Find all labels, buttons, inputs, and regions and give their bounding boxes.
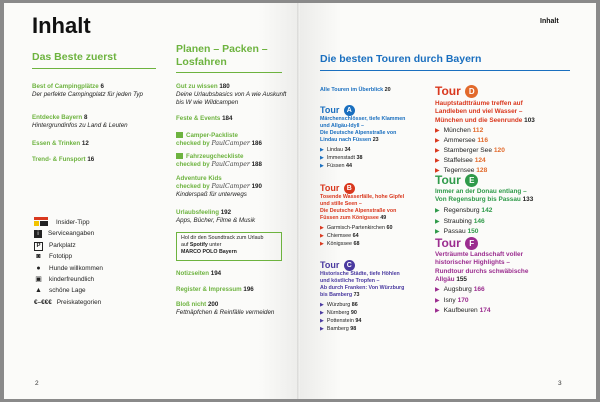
tour-d-badge: D bbox=[465, 85, 478, 98]
list-item[interactable]: ▶ Straubing 146 bbox=[435, 217, 485, 225]
photo-icon: ◙ bbox=[36, 253, 41, 261]
tour-a-label[interactable]: Tour A bbox=[320, 100, 355, 118]
toc-entry-entdecke-bayern[interactable]: Entdecke Bayern 8 Hintergrundinfos zu Land & Leuten bbox=[32, 114, 128, 130]
tour-c-description[interactable]: Historische Städte, tiefe Höhlen und köstliche Tropfen – Ab durch Franken: Von Würzburg bis Bamberg 73 bbox=[320, 271, 405, 298]
tour-b-stops bbox=[320, 224, 392, 248]
tour-e-stops bbox=[435, 206, 492, 238]
list-item[interactable]: ▶ Bamberg 98 bbox=[320, 326, 357, 332]
legend-item: ● Hunde willkommen bbox=[34, 263, 103, 274]
tour-f-label[interactable]: Tour F bbox=[435, 234, 478, 252]
tour-d-label[interactable]: Tour D bbox=[435, 82, 478, 100]
list-item[interactable]: ▶ Passau 150 bbox=[435, 228, 479, 235]
tour-a-badge: A bbox=[344, 105, 355, 116]
tour-c-stops bbox=[320, 301, 361, 333]
toc-entry-feste-events[interactable]: Feste & Events 184 bbox=[176, 115, 233, 122]
toc-entry-essen-trinken[interactable]: Essen & Trinken 12 bbox=[32, 140, 89, 147]
paulcamper-logo: PaulCamper bbox=[211, 140, 250, 148]
list-item[interactable]: ▶ Pottenstein 94 bbox=[320, 318, 362, 324]
section-heading-best: Das Beste zuerst bbox=[32, 51, 117, 63]
tour-f-badge: F bbox=[465, 237, 478, 250]
tour-b-badge: B bbox=[344, 183, 355, 194]
tour-b-description[interactable]: Tosende Wasserfälle, hohe Gipfel und stille Seen – Die Deutsche Alpenstraße von Füssen zum Königssee 49 bbox=[320, 194, 405, 221]
list-item[interactable]: ▶ Nürnberg 90 bbox=[320, 310, 357, 316]
list-item[interactable]: ▶ Tegernsee 128 bbox=[435, 167, 488, 174]
list-item[interactable]: ▶ Lindau 34 bbox=[320, 147, 351, 153]
tour-a-description[interactable]: Märchenschlösser, tiefe Klammen und Allgäu-Idyll – Die Deutsche Alpenstraße von Lindau nach Füssen 23 bbox=[320, 116, 406, 143]
book-spread bbox=[4, 3, 596, 399]
list-item[interactable]: ▶ Immenstadt 38 bbox=[320, 155, 363, 161]
family-icon: ▣ bbox=[35, 276, 42, 284]
tour-b-label[interactable]: Tour B bbox=[320, 178, 355, 196]
service-icon: i bbox=[34, 230, 42, 238]
insider-icon bbox=[34, 217, 48, 226]
euro-icon: €–€€€ bbox=[34, 298, 52, 306]
tour-c-label[interactable]: Tour C bbox=[320, 255, 355, 273]
legend-item: ▣ kinderfreundlich bbox=[34, 274, 103, 285]
parking-icon: P bbox=[34, 242, 43, 251]
camper-icon bbox=[176, 132, 183, 138]
section-heading-touren: Die besten Touren durch Bayern bbox=[320, 53, 482, 65]
list-item[interactable]: ▶ Augsburg 166 bbox=[435, 286, 485, 293]
spotify-box: Hol dir den Soundtrack zum Urlaub auf Spotify unter MARCO POLO Bayern bbox=[176, 232, 282, 261]
left-page bbox=[4, 3, 300, 399]
right-page bbox=[300, 3, 596, 399]
toc-entry-notizseiten[interactable]: Notizseiten 194 bbox=[176, 270, 222, 277]
divider bbox=[176, 72, 282, 73]
tour-d-description[interactable]: Hauptstadtträume treffen auf Landleben und viel Wasser – München und die Seenrunde 103 bbox=[435, 100, 535, 124]
tour-f-description[interactable]: Verträumte Landschaft voller historischer Highlights – Rundtour durchs schwäbische Allgäu 155 bbox=[435, 251, 529, 283]
list-item[interactable]: ▶ Isny 170 bbox=[435, 296, 469, 304]
paulcamper-logo: PaulCamper bbox=[211, 161, 250, 169]
tour-a-stops bbox=[320, 146, 363, 170]
page-title: Inhalt bbox=[32, 13, 91, 38]
toc-entry-fahrzeugcheckliste[interactable]: Fahrzeugcheckliste checked by PaulCamper 188 bbox=[176, 153, 262, 169]
tour-c-badge: C bbox=[344, 260, 355, 271]
toc-entry-trendsport[interactable]: Trend- & Funsport 16 bbox=[32, 156, 95, 163]
legend-item: Insider-Tipp bbox=[34, 217, 103, 228]
list-item[interactable]: ▶ Garmisch-Partenkirchen 60 bbox=[320, 225, 393, 231]
tour-d-stops bbox=[435, 126, 505, 176]
list-item[interactable]: ▶ Starnberger See 120 bbox=[435, 147, 505, 154]
toc-entry-adventure-kids[interactable]: Adventure Kids checked by PaulCamper 190 Kinderspaß für unterwegs bbox=[176, 175, 262, 199]
running-header: Inhalt bbox=[540, 18, 559, 25]
list-item[interactable]: ▶ Regensburg 142 bbox=[435, 207, 493, 214]
list-item[interactable]: ▶ Staffelsee 124 bbox=[435, 157, 486, 164]
toc-entry-bloss-nicht[interactable]: Bloß nicht 200 Fettnäpfchen & Reinfälle vermeiden bbox=[176, 301, 275, 317]
tour-e-badge: E bbox=[465, 174, 478, 187]
section-heading-planen: Planen – Packen – Losfahren bbox=[176, 43, 268, 68]
camper-icon bbox=[176, 153, 183, 159]
legend-item: i Serviceangaben bbox=[34, 228, 103, 239]
list-item[interactable]: ▶ Würzburg 86 bbox=[320, 302, 358, 308]
toc-entry-register[interactable]: Register & Impressum 196 bbox=[176, 286, 254, 293]
legend-item: P Parkplatz bbox=[34, 240, 103, 251]
divider bbox=[320, 70, 570, 71]
paulcamper-logo: PaulCamper bbox=[211, 183, 250, 191]
legend-item: ▲ schöne Lage bbox=[34, 285, 103, 296]
page-number: 3 bbox=[558, 380, 562, 387]
tour-e-label[interactable]: Tour E bbox=[435, 171, 478, 189]
toc-entry-urlaubsfeeling[interactable]: Urlaubsfeeling 192 Apps, Bücher, Filme & Musik bbox=[176, 209, 256, 225]
view-icon: ▲ bbox=[35, 287, 42, 295]
tour-e-description[interactable]: Immer an der Donau entlang – Von Regensburg bis Passau 133 bbox=[435, 188, 534, 204]
legend-item: ◙ Fototipp bbox=[34, 251, 103, 262]
list-item[interactable]: ▶ Füssen 44 bbox=[320, 163, 353, 169]
toc-entry-campingplaetze[interactable]: Best of Campingplätze 6 Der perfekte Campingplatz für jeden Typ bbox=[32, 83, 143, 99]
legend-item: €–€€€ Preiskategorien bbox=[34, 298, 102, 306]
dog-icon: ● bbox=[36, 264, 41, 272]
tour-f-stops bbox=[435, 285, 491, 317]
toc-entry-overview[interactable]: Alle Touren im Überblick 20 bbox=[320, 87, 391, 93]
page-number: 2 bbox=[35, 380, 39, 387]
toc-entry-camper-packliste[interactable]: Camper-Packliste checked by PaulCamper 186 bbox=[176, 132, 262, 148]
toc-entry-gut-zu-wissen[interactable]: Gut zu wissen 180 Deine Urlaubsbasics von A wie Auskunft bis W wie Wildcampen bbox=[176, 83, 287, 107]
list-item[interactable]: ▶ Königssee 68 bbox=[320, 241, 360, 247]
divider bbox=[32, 68, 156, 69]
list-item[interactable]: ▶ Chiemsee 64 bbox=[320, 233, 359, 239]
list-item[interactable]: ▶ Kaufbeuren 174 bbox=[435, 307, 491, 314]
legend bbox=[34, 217, 103, 308]
list-item[interactable]: ▶ Ammersee 116 bbox=[435, 137, 488, 144]
list-item[interactable]: ▶ München 112 bbox=[435, 127, 484, 134]
spotify-label: Spotify bbox=[189, 242, 208, 248]
